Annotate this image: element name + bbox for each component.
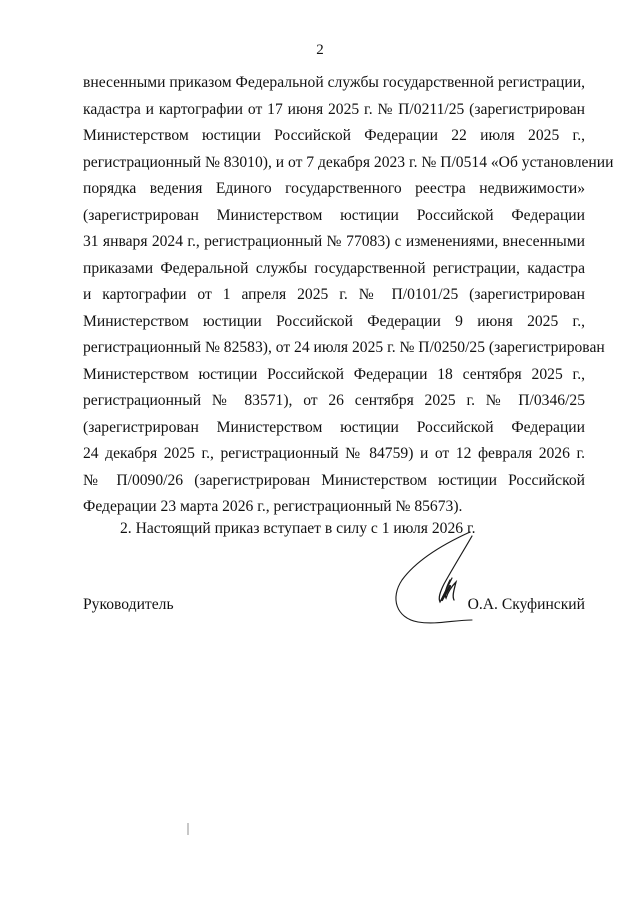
paragraph-line: 24 декабря 2025 г., регистрационный № 84759) и от 12 февраля 2026 г.	[83, 445, 585, 462]
handwritten-signature	[388, 528, 488, 632]
paragraph-line: Федерации 23 марта 2026 г., регистрационный № 85673).	[83, 498, 463, 515]
paragraph-line: регистрационный № 83010), и от 7 декабря 2023 г. № П/0514 «Об установлении	[83, 153, 614, 171]
paragraph-line: (зарегистрирован Министерством юстиции Российской Федерации	[83, 418, 585, 436]
paragraph-line: № П/0090/26 (зарегистрирован Министерством юстиции Российской	[83, 471, 585, 489]
paragraph-2-effective-date: 2. Настоящий приказ вступает в силу с 1 июля 2026 г.	[120, 520, 476, 537]
paragraph-line: порядка ведения Единого государственного реестра недвижимости»	[83, 180, 585, 197]
paragraph-line: регистрационный № 83571), от 26 сентября 2025 г. № П/0346/25	[83, 392, 585, 409]
signatory-name: О.А. Скуфинский	[467, 596, 585, 613]
paragraph-line: Министерством юстиции Российской Федерации 22 июля 2025 г.,	[83, 127, 585, 144]
paragraph-line: Министерством юстиции Российской Федерации 18 сентября 2025 г.,	[83, 365, 585, 383]
paragraph-1	[83, 70, 614, 521]
paragraph-line: внесенными приказом Федеральной службы государственной регистрации,	[83, 74, 585, 91]
scan-artifact-mark	[187, 823, 189, 835]
paragraph-line: и картографии от 1 апреля 2025 г. № П/0101/25 (зарегистрирован	[83, 286, 585, 303]
paragraph-line: 31 января 2024 г., регистрационный № 77083) с изменениями, внесенными	[83, 233, 585, 250]
paragraph-line: приказами Федеральной службы государственной регистрации, кадастра	[83, 259, 585, 277]
paragraph-line: регистрационный № 82583), от 24 июля 2025 г. № П/0250/25 (зарегистрирован	[83, 339, 605, 356]
signatory-position: Руководитель	[83, 596, 174, 613]
paragraph-line: Министерством юстиции Российской Федерации 9 июня 2025 г.,	[83, 312, 585, 330]
paragraph-line: кадастра и картографии от 17 июня 2025 г. № П/0211/25 (зарегистрирован	[83, 100, 585, 118]
page-number: 2	[316, 42, 324, 58]
paragraph-line: (зарегистрирован Министерством юстиции Российской Федерации	[83, 206, 585, 224]
